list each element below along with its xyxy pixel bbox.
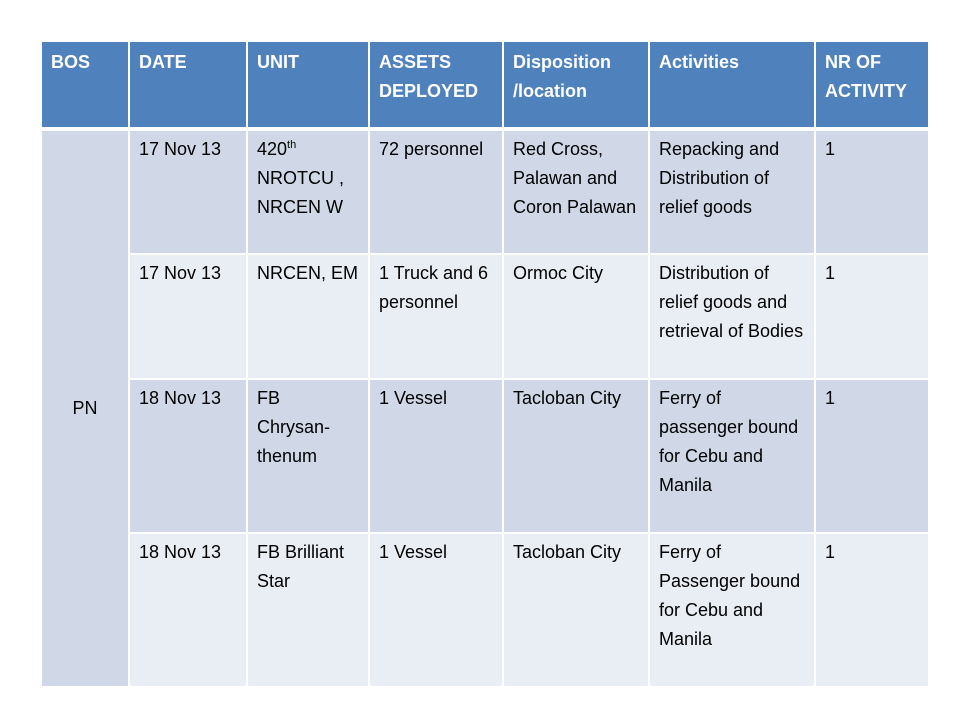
location-cell: Tacloban City [503, 533, 649, 687]
date-cell: 17 Nov 13 [129, 129, 247, 254]
unit-cell: NRCEN, EM [247, 254, 369, 379]
unit-cell: FB Chrysan-thenum [247, 379, 369, 533]
unit-cell: FB Brilliant Star [247, 533, 369, 687]
unit-cell [247, 129, 369, 254]
count-cell: 1 [815, 533, 929, 687]
unit-name: NROTCU , NRCEN W [257, 168, 344, 217]
activity-cell: Repacking and Distribution of relief goods [649, 129, 815, 254]
unit-ordinal-suffix: th [287, 139, 297, 151]
header-row [41, 41, 929, 129]
bos-cell: PN [41, 129, 129, 687]
activity-cell: Ferry of passenger bound for Cebu and Manila [649, 379, 815, 533]
deployment-table [40, 40, 930, 688]
table-row [41, 533, 929, 687]
header-date: DATE [129, 41, 247, 129]
header-assets-deployed: ASSETS DEPLOYED [369, 41, 503, 129]
date-cell: 18 Nov 13 [129, 533, 247, 687]
count-cell: 1 [815, 129, 929, 254]
header-disposition-location: Disposition /location [503, 41, 649, 129]
table-row [41, 379, 929, 533]
assets-cell: 1 Vessel [369, 533, 503, 687]
unit-number: 420 [257, 139, 288, 159]
count-cell: 1 [815, 254, 929, 379]
assets-cell: 72 personnel [369, 129, 503, 254]
assets-cell: 1 Vessel [369, 379, 503, 533]
activity-cell: Distribution of relief goods and retrieval of Bodies [649, 254, 815, 379]
table-row [41, 129, 929, 254]
date-cell: 17 Nov 13 [129, 254, 247, 379]
header-bos: BOS [41, 41, 129, 129]
assets-cell: 1 Truck and 6 personnel [369, 254, 503, 379]
header-activities: Activities [649, 41, 815, 129]
date-cell: 18 Nov 13 [129, 379, 247, 533]
location-cell: Tacloban City [503, 379, 649, 533]
table-row [41, 254, 929, 379]
header-nr-of-activity: NR OF ACTIVITY [815, 41, 929, 129]
header-unit: UNIT [247, 41, 369, 129]
location-cell: Red Cross, Palawan and Coron Palawan [503, 129, 649, 254]
activity-cell: Ferry of Passenger bound for Cebu and Manila [649, 533, 815, 687]
count-cell: 1 [815, 379, 929, 533]
location-cell: Ormoc City [503, 254, 649, 379]
